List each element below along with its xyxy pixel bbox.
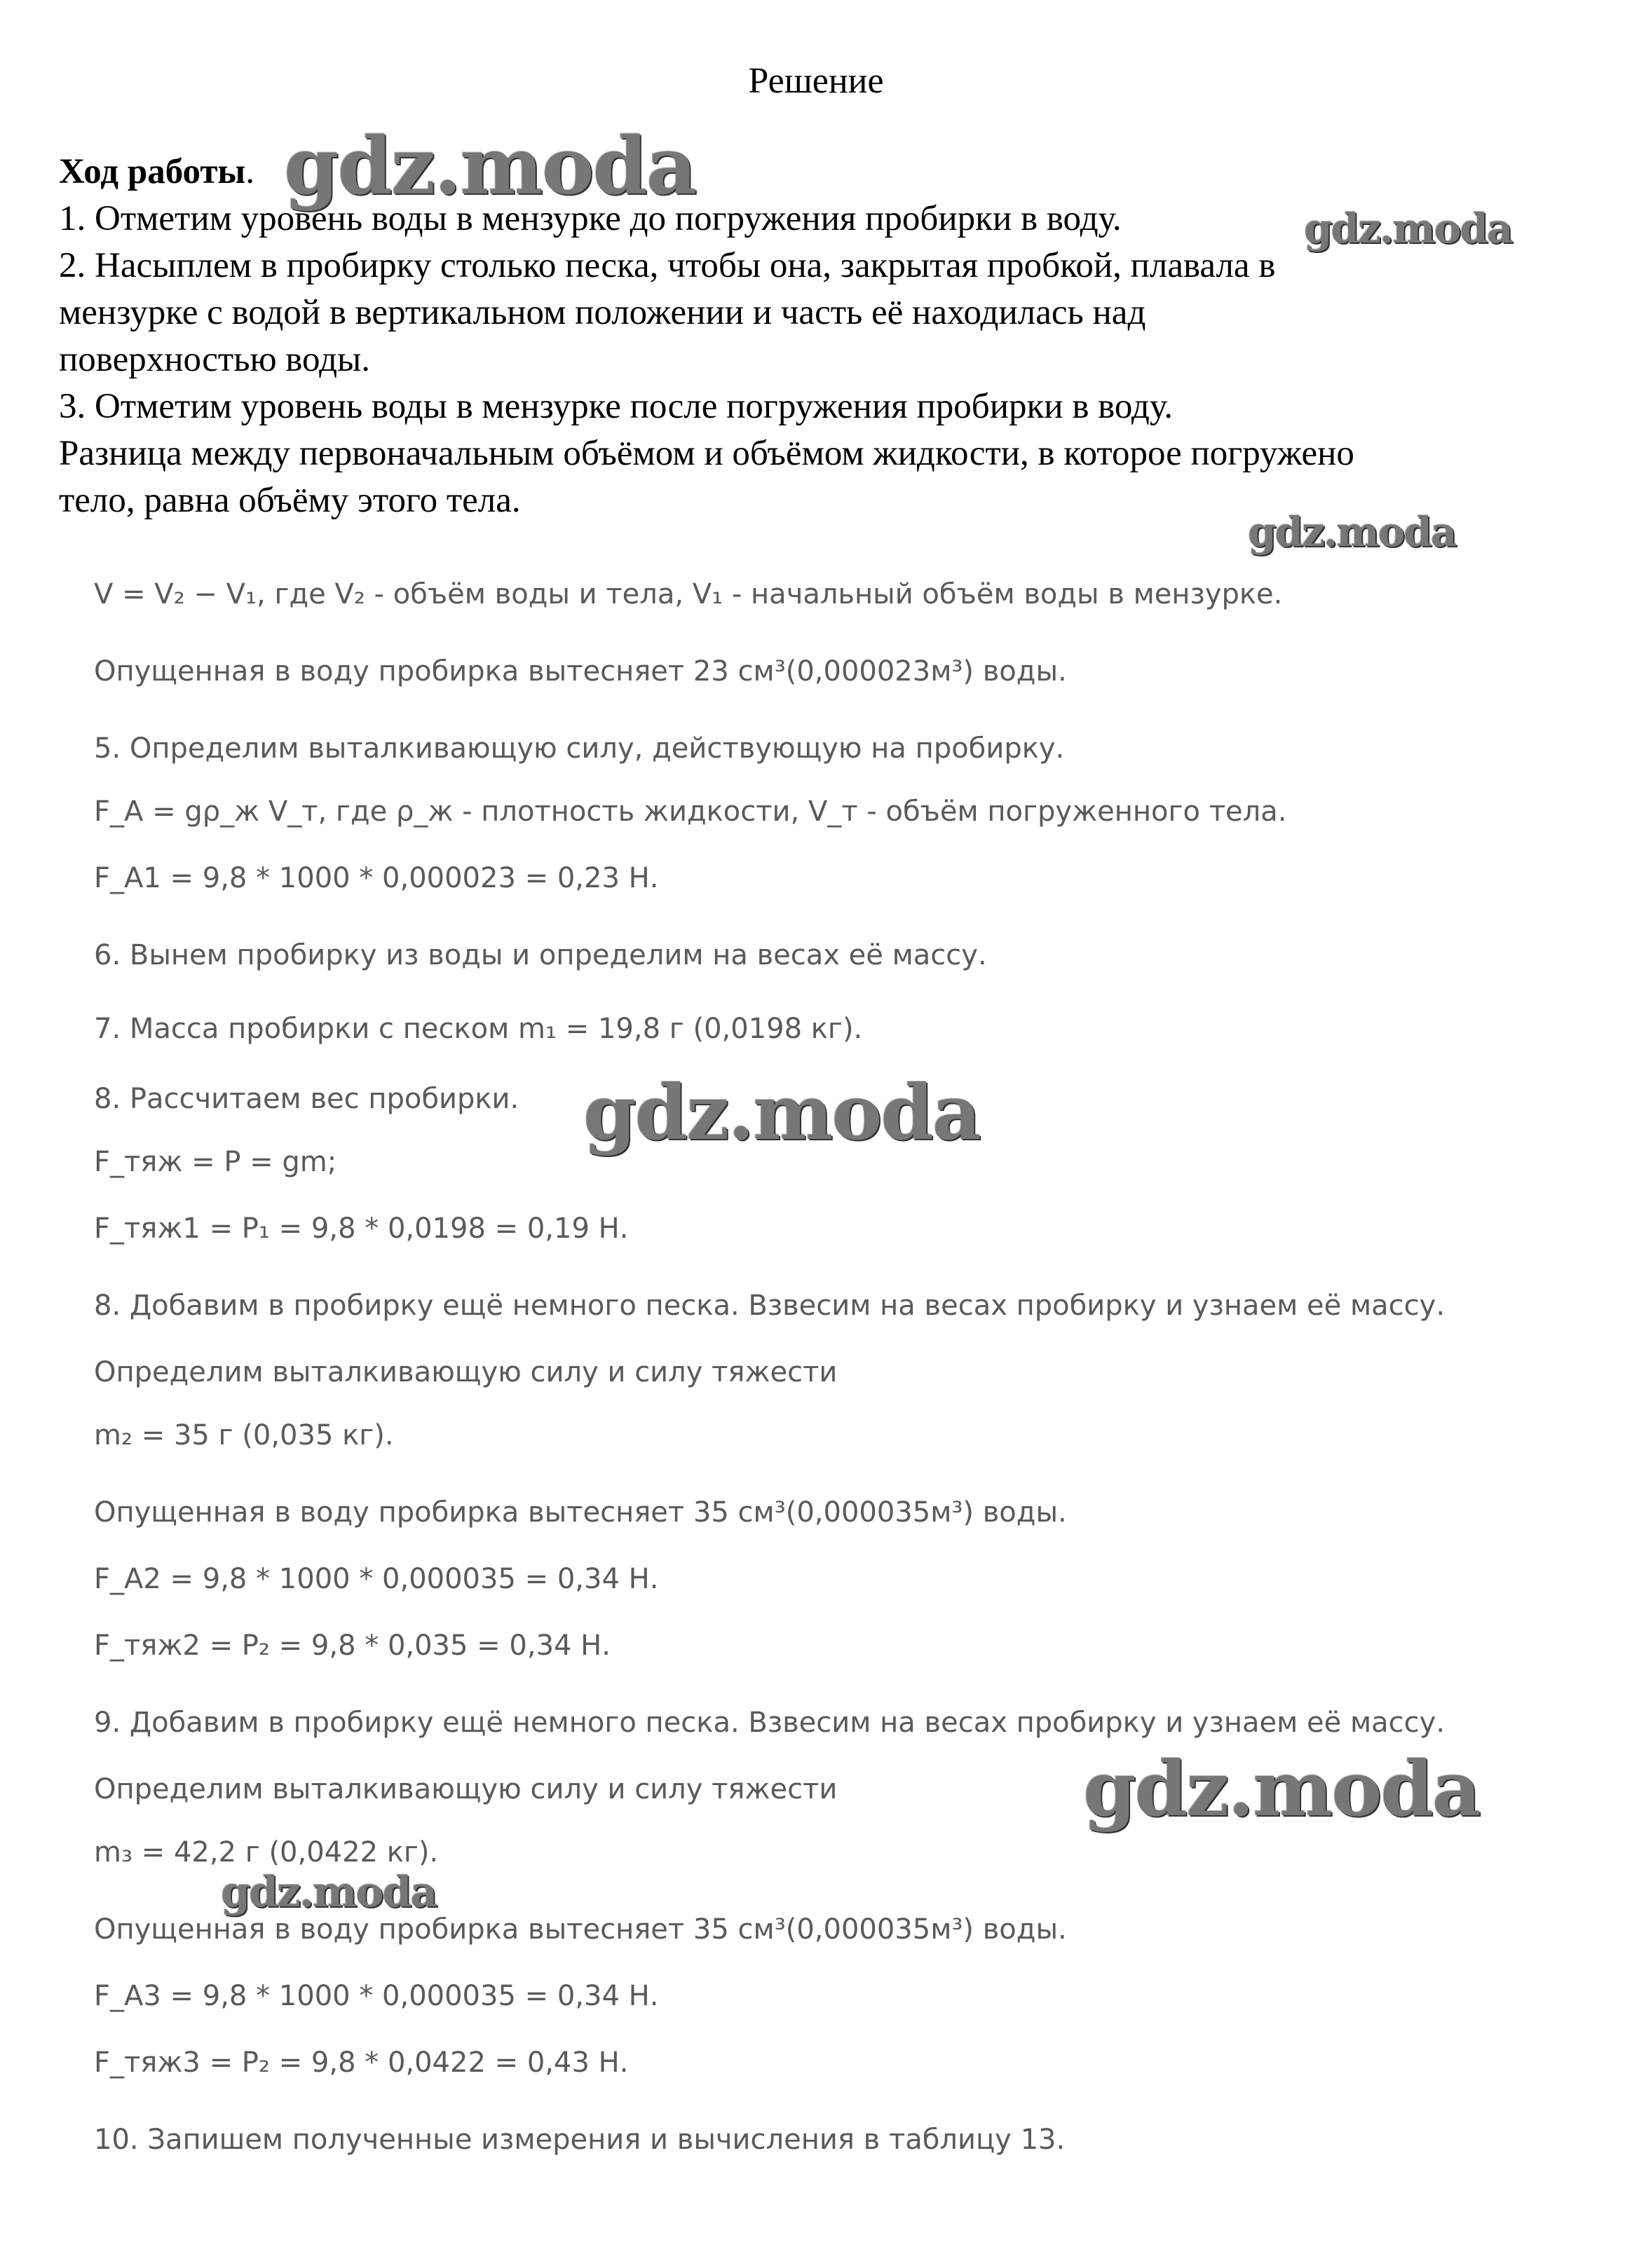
- displaced-volume-1: Опущенная в воду пробирка вытесняет 23 см³(0,000023м³) воды.: [94, 655, 1067, 688]
- gravity-force-3: F_тяж3 = P₂ = 9,8 * 0,0422 = 0,43 Н.: [94, 2047, 629, 2079]
- step-8-weight: 8. Рассчитаем вес пробирки.: [94, 1083, 519, 1115]
- page-title: Решение: [748, 61, 884, 101]
- weight-formula: F_тяж = P = gm;: [94, 1146, 337, 1178]
- watermark: gdz.moda: [583, 1069, 980, 1157]
- mass-3: m₃ = 42,2 г (0,0422 кг).: [94, 1836, 439, 1869]
- determine-forces-2: Определим выталкивающую силу и силу тяжести: [94, 1773, 838, 1805]
- watermark: gdz.moda: [1248, 508, 1456, 556]
- step-7: 7. Масса пробирки с песком m₁ = 19,8 г (0,0198 кг).: [94, 1013, 863, 1045]
- buoyant-force-1: F_A1 = 9,8 * 1000 * 0,000023 = 0,23 Н.: [94, 862, 659, 894]
- determine-forces-1: Определим выталкивающую силу и силу тяжести: [94, 1356, 838, 1388]
- displaced-volume-3: Опущенная в воду пробирка вытесняет 35 см³(0,000035м³) воды.: [94, 1913, 1067, 1946]
- watermark: gdz.moda: [221, 1868, 437, 1917]
- intro-heading-line: Ход работы.: [59, 152, 254, 191]
- buoyant-force-2: F_A2 = 9,8 * 1000 * 0,000035 = 0,34 Н.: [94, 1563, 659, 1595]
- intro-line: мензурке с водой в вертикальном положении и часть её находилась над: [59, 293, 1146, 332]
- step-10: 10. Запишем полученные измерения и вычисления в таблицу 13.: [94, 2124, 1066, 2156]
- step-9: 9. Добавим в пробирку ещё немного песка. Взвесим на весах пробирку и узнаем её массу.: [94, 1707, 1446, 1739]
- step-8-add-sand: 8. Добавим в пробирку ещё немного песка. Взвесим на весах пробирку и узнаем её массу.: [94, 1290, 1446, 1322]
- watermark: gdz.moda: [1304, 205, 1512, 252]
- step-5: 5. Определим выталкивающую силу, действующую на пробирку.: [94, 732, 1065, 765]
- mass-2: m₂ = 35 г (0,035 кг).: [94, 1419, 394, 1451]
- intro-line: поверхностью воды.: [59, 340, 371, 379]
- procedure-heading: Ход работы: [59, 152, 246, 191]
- intro-line: тело, равна объёму этого тела.: [59, 481, 521, 520]
- displaced-volume-2: Опущенная в воду пробирка вытесняет 35 см³(0,000035м³) воды.: [94, 1496, 1067, 1529]
- watermark: gdz.moda: [1083, 1745, 1480, 1833]
- gravity-force-2: F_тяж2 = P₂ = 9,8 * 0,035 = 0,34 Н.: [94, 1630, 611, 1662]
- watermark: gdz.moda: [284, 121, 696, 212]
- step-6: 6. Вынем пробирку из воды и определим на весах её массу.: [94, 939, 987, 971]
- intro-line: 2. Насыплем в пробирку столько песка, чтобы она, закрытая пробкой, плавала в: [59, 246, 1276, 285]
- buoyant-force-3: F_A3 = 9,8 * 1000 * 0,000035 = 0,34 Н.: [94, 1980, 659, 2012]
- archimedes-formula: F_A = gρ_ж V_т, где ρ_ж - плотность жидкости, V_т - объём погруженного тела.: [94, 795, 1287, 828]
- intro-line: 1. Отметим уровень воды в мензурке до погружения пробирки в воду.: [59, 199, 1122, 238]
- intro-line: Разница между первоначальным объёмом и объёмом жидкости, в которое погружено: [59, 434, 1354, 473]
- gravity-force-1: F_тяж1 = P₁ = 9,8 * 0,0198 = 0,19 Н.: [94, 1212, 629, 1245]
- volume-formula: V = V₂ − V₁, где V₂ - объём воды и тела, V₁ - начальный объём воды в мензурке.: [94, 578, 1283, 610]
- intro-line: 3. Отметим уровень воды в мензурке после погружения пробирки в воду.: [59, 387, 1174, 426]
